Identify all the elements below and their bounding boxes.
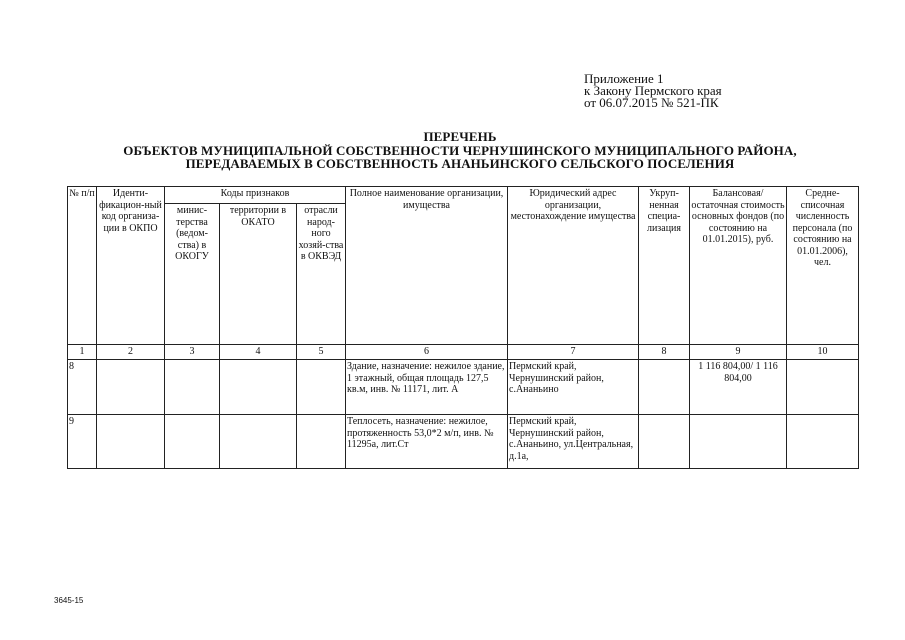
title-line-1: ПЕРЕЧЕНЬ xyxy=(423,129,497,144)
cell-specialization xyxy=(639,415,690,469)
appendix-line-3: от 06.07.2015 № 521-ПК xyxy=(584,95,719,110)
cell-okogu xyxy=(165,415,220,469)
column-number: 3 xyxy=(165,345,220,360)
header-value: Балансовая/ остаточная стоимость основных фондов (по состоянию на 01.01.2015), руб. xyxy=(690,187,787,345)
cell-value xyxy=(690,415,787,469)
document-title xyxy=(60,130,860,171)
header-okato: территории в ОКАТО xyxy=(220,204,297,345)
column-number: 9 xyxy=(690,345,787,360)
title-line-3: ПЕРЕДАВАЕМЫХ В СОБСТВЕННОСТЬ АНАНЬИНСКОГО СЕЛЬСКОГО ПОСЕЛЕНИЯ xyxy=(185,156,735,171)
cell-value: 1 116 804,00/ 1 116 804,00 xyxy=(690,360,787,415)
cell-okved xyxy=(297,360,346,415)
column-number: 7 xyxy=(508,345,639,360)
column-number: 1 xyxy=(68,345,97,360)
header-okogu: минис-терства (ведом-ства) в ОКОГУ xyxy=(165,204,220,345)
column-number: 10 xyxy=(787,345,859,360)
column-number: 8 xyxy=(639,345,690,360)
footer-code: 3645-15 xyxy=(54,596,84,605)
property-list-table xyxy=(67,186,859,469)
table-row xyxy=(68,360,859,415)
header-okved: отрасли народ-ного хозяй-ства в ОКВЭД xyxy=(297,204,346,345)
cell-staff xyxy=(787,360,859,415)
header-codes-group: Коды признаков xyxy=(165,187,346,204)
cell-name: Теплосеть, назначение: нежилое, протяженность 53,0*2 м/п, инв. № 11295а, лит.Ст xyxy=(346,415,508,469)
header-name: Полное наименование организации, имущества xyxy=(346,187,508,345)
column-number: 5 xyxy=(297,345,346,360)
cell-okpo xyxy=(97,360,165,415)
cell-num: 8 xyxy=(68,360,97,415)
appendix-note xyxy=(584,73,722,109)
header-okpo: Иденти-фикацион-ный код организа-ции в ОКПО xyxy=(97,187,165,345)
cell-okved xyxy=(297,415,346,469)
cell-okato xyxy=(220,360,297,415)
header-num: № п/п xyxy=(68,187,97,345)
cell-address: Пермский край, Чернушинский район, с.Ананьино xyxy=(508,360,639,415)
cell-okogu xyxy=(165,360,220,415)
cell-num: 9 xyxy=(68,415,97,469)
column-number: 4 xyxy=(220,345,297,360)
column-number: 6 xyxy=(346,345,508,360)
table-row xyxy=(68,415,859,469)
cell-staff xyxy=(787,415,859,469)
cell-address: Пермский край, Чернушинский район, с.Ананьино, ул.Центральная, д.1а, xyxy=(508,415,639,469)
column-number-row xyxy=(68,345,859,360)
cell-okato xyxy=(220,415,297,469)
cell-okpo xyxy=(97,415,165,469)
header-address: Юридический адрес организации, местонахождение имущества xyxy=(508,187,639,345)
appendix-line-1: Приложение 1 xyxy=(584,71,664,86)
column-number: 2 xyxy=(97,345,165,360)
header-staff: Средне-списочная численность персонала (по состоянию на 01.01.2006), чел. xyxy=(787,187,859,345)
cell-specialization xyxy=(639,360,690,415)
cell-name: Здание, назначение: нежилое здание, 1 этажный, общая площадь 127,5 кв.м, инв. № 11171, лит. А xyxy=(346,360,508,415)
header-specialization: Укруп-ненная специа-лизация xyxy=(639,187,690,345)
title-line-2: ОБЪЕКТОВ МУНИЦИПАЛЬНОЙ СОБСТВЕННОСТИ ЧЕРНУШИНСКОГО МУНИЦИПАЛЬНОГО РАЙОНА, xyxy=(123,142,797,158)
appendix-line-2: к Закону Пермского края xyxy=(584,83,722,98)
